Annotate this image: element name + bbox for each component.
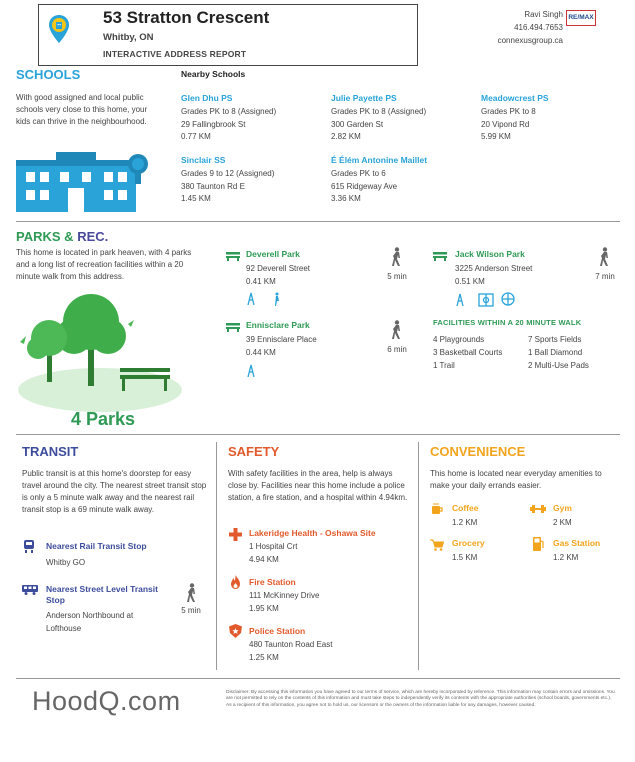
park-name[interactable]: Ennisclare Park (246, 320, 310, 330)
school-distance: 2.82 KM (331, 132, 361, 141)
safety-card[interactable] (249, 626, 332, 664)
coffee-icon (431, 503, 443, 517)
walking-icon (599, 247, 611, 269)
transit-title: TRANSIT (22, 444, 79, 459)
park-facilities (455, 292, 519, 310)
grocery-cart-icon (430, 539, 444, 553)
report-type: INTERACTIVE ADDRESS REPORT (103, 49, 247, 59)
school-distance: 1.45 KM (181, 194, 211, 203)
street-stop-walk: 5 min (181, 606, 201, 615)
safety-title: SAFETY (228, 444, 280, 459)
park-address: 3225 Anderson Street (455, 264, 533, 273)
rail-stop-name: Whitby GO (46, 558, 86, 567)
bench-icon (226, 251, 240, 263)
gas-pump-icon (533, 537, 544, 553)
park-walk-time: 5 min (387, 272, 407, 281)
facility-item: 7 Sports Fields (528, 335, 582, 344)
amenity-card[interactable] (553, 538, 600, 565)
parks-title-rec: REC. (77, 229, 109, 244)
park-card[interactable] (246, 320, 317, 359)
bench-icon (433, 251, 447, 263)
bench-icon (226, 322, 240, 334)
map-pin-icon (48, 14, 70, 46)
parks-title-parks: PARKS (16, 229, 61, 244)
parks-title-amp: & (64, 229, 74, 244)
fire-icon (230, 575, 241, 591)
park-facilities (246, 292, 286, 308)
school-address: 29 Fallingbrook St (181, 119, 246, 129)
amenity-name[interactable]: Coffee (452, 503, 479, 513)
school-grades: Grades PK to 6 (331, 169, 386, 178)
park-distance: 0.51 KM (455, 276, 485, 286)
parks-title (16, 229, 108, 244)
safety-name[interactable]: Lakeridge Health - Oshawa Site (249, 528, 376, 538)
brokerage-logo: RE/MAX (566, 10, 596, 26)
safety-card[interactable] (249, 528, 376, 566)
amenity-distance: 2 KM (553, 518, 572, 527)
parks-description: This home is located in park heaven, with 4 parks and a long list of recreation facilities within a 20 minute walk from this address. (16, 248, 192, 281)
school-name[interactable]: Julie Payette PS (331, 93, 397, 103)
safety-description: With safety facilities in the area, help is always close by. Facilities near this home include a police station, a fire station, and a hospital within 4.94km. (228, 469, 408, 502)
school-building-icon (16, 150, 156, 216)
walking-icon (186, 583, 198, 605)
school-grades: Grades PK to 8 (481, 107, 536, 116)
facility-item: 2 Multi-Use Pads (528, 361, 589, 370)
school-card[interactable] (181, 93, 276, 144)
amenity-distance: 1.5 KM (452, 553, 478, 562)
amenity-card[interactable] (452, 538, 485, 565)
school-distance: 0.77 KM (181, 132, 211, 141)
safety-address: 111 McKinney Drive (249, 591, 320, 600)
facility-item: 1 Trail (433, 361, 455, 370)
park-facilities (246, 364, 258, 380)
safety-address: 1 Hospital Crt (249, 542, 298, 551)
street-stop-name: Anderson Northbound at Lofthouse (46, 611, 134, 633)
amenity-card[interactable] (553, 503, 572, 530)
agent-phone[interactable]: 416.494.7653 (514, 23, 563, 32)
amenity-card[interactable] (452, 503, 478, 530)
school-grades: Grades PK to 8 (Assigned) (181, 107, 277, 116)
school-card[interactable] (331, 93, 426, 144)
park-card[interactable] (455, 249, 532, 288)
nearby-schools-label: Nearby Schools (181, 69, 246, 79)
park-name[interactable]: Deverell Park (246, 249, 300, 259)
park-walk-time: 6 min (387, 345, 407, 354)
section-divider (16, 434, 620, 435)
facility-item: 1 Ball Diamond (528, 348, 583, 357)
disclaimer: Disclaimer: By accessing this information you have agreed to our terms of service, which are hereby incorporated by reference. This information may contain errors and omissions. You are not permitted to rely on the contents of this information and must take steps to independently verify its contents with the appropriate authorities (school boards, governments etc.). As a recipient of this information, you agree not to hold us, our licensors or the owners of the information liable for any damages, however caused. (226, 690, 615, 708)
park-card[interactable] (246, 249, 310, 288)
park-distance: 0.41 KM (246, 276, 276, 286)
safety-card[interactable] (249, 577, 319, 615)
school-name[interactable]: É Élém Antonine Maillet (331, 155, 428, 165)
safety-name[interactable]: Police Station (249, 626, 306, 636)
safety-distance: 4.94 KM (249, 554, 279, 564)
walking-icon (391, 247, 403, 269)
train-icon (22, 539, 36, 555)
park-name[interactable]: Jack Wilson Park (455, 249, 525, 259)
school-address: 300 Garden St (331, 119, 384, 129)
agent-contact (498, 8, 563, 47)
column-divider (216, 442, 217, 670)
bus-icon (22, 585, 38, 597)
school-grades: Grades PK to 8 (Assigned) (331, 107, 427, 116)
amenity-name[interactable]: Gas Station (553, 538, 601, 548)
convenience-description: This home is located near everyday amenities to make your daily errands easier. (430, 469, 602, 490)
schools-title: SCHOOLS (16, 67, 81, 82)
gym-icon (530, 505, 546, 515)
hoodq-logo[interactable]: HoodQ.com (32, 686, 181, 716)
transit-description: Public transit is at this home's doorstep for easy travel around the city. The nearest street transit stop is only a 5 minute walk away and the nearest rail transit stop is a 69 minute walk away. (22, 469, 207, 514)
rail-stop-label[interactable]: Nearest Rail Transit Stop (46, 541, 147, 551)
amenity-distance: 1.2 KM (553, 553, 579, 562)
hospital-icon (229, 528, 242, 543)
school-card[interactable] (481, 93, 549, 144)
walking-icon (391, 320, 403, 342)
school-address: 20 Vipond Rd (481, 119, 530, 129)
facility-item: 4 Playgrounds (433, 335, 485, 344)
facility-item: 3 Basketball Courts (433, 348, 503, 357)
school-name[interactable]: Sinclair SS (181, 155, 226, 165)
safety-name[interactable]: Fire Station (249, 577, 296, 587)
school-name[interactable]: Meadowcrest PS (481, 93, 549, 103)
facilities-title: FACILITIES WITHIN A 20 MINUTE WALK (433, 318, 582, 327)
amenity-name[interactable]: Gym (553, 503, 572, 513)
school-name[interactable]: Glen Dhu PS (181, 93, 233, 103)
agent-site[interactable]: connexusgroup.ca (497, 36, 563, 45)
school-grades: Grades 9 to 12 (Assigned) (181, 169, 275, 178)
section-divider (16, 221, 620, 222)
column-divider (418, 442, 419, 670)
school-address: 380 Taunton Rd E (181, 181, 245, 191)
school-card[interactable] (331, 155, 427, 206)
park-distance: 0.44 KM (246, 347, 276, 357)
property-address: 53 Stratton Crescent (103, 8, 270, 27)
park-address: 39 Ennisclare Place (246, 335, 317, 344)
property-city: Whitby, ON (103, 32, 154, 43)
schools-description: With good assigned and local public schools very close to this home, your kids can thrive in the neighbourhood. (16, 93, 148, 126)
school-distance: 3.36 KM (331, 194, 361, 203)
parks-count: 4 Parks (71, 409, 136, 429)
park-trees-icon (16, 286, 186, 414)
footer-divider (16, 678, 620, 679)
street-stop-label[interactable]: Nearest Street Level Transit Stop (46, 584, 158, 605)
school-card[interactable] (181, 155, 274, 206)
amenity-name[interactable]: Grocery (452, 538, 485, 548)
park-address: 92 Deverell Street (246, 264, 311, 273)
amenity-distance: 1.2 KM (452, 518, 478, 527)
police-badge-icon (229, 624, 242, 640)
school-distance: 5.99 KM (481, 132, 511, 141)
agent-name: Ravi Singh (524, 10, 563, 19)
safety-address: 480 Taunton Road East (249, 640, 333, 649)
convenience-title: CONVENIENCE (430, 444, 526, 459)
safety-distance: 1.95 KM (249, 603, 279, 613)
park-walk-time: 7 min (595, 272, 615, 281)
school-address: 615 Ridgeway Ave (331, 181, 398, 191)
safety-distance: 1.25 KM (249, 652, 279, 662)
